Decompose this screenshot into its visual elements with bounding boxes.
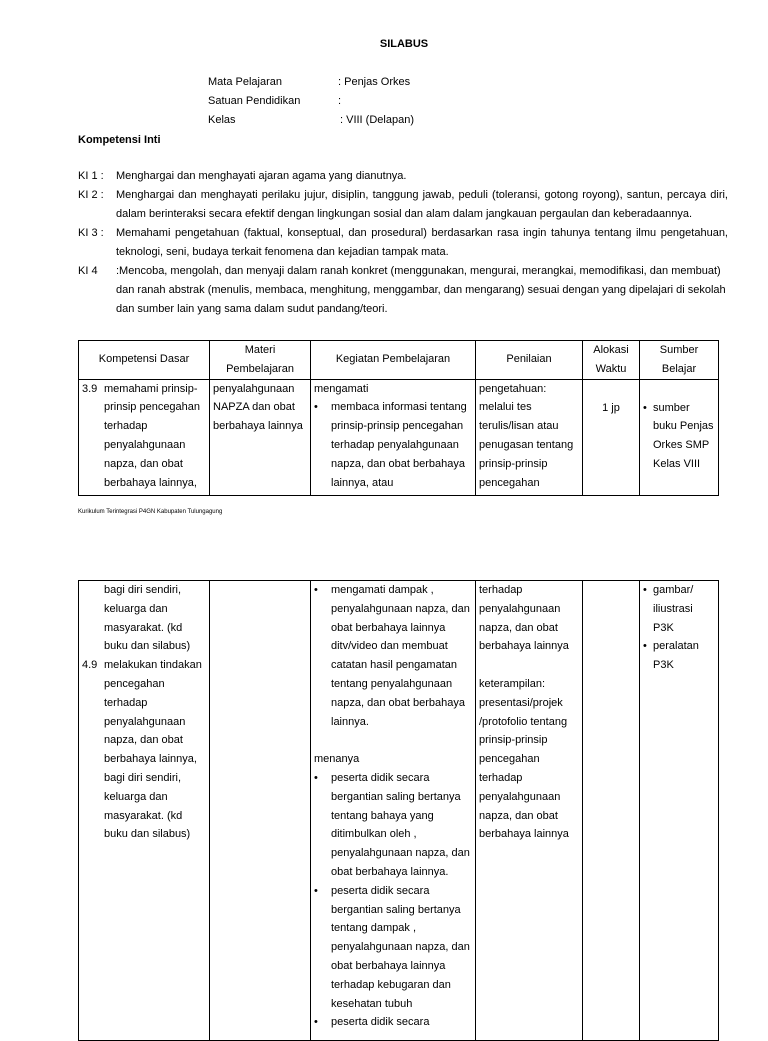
info-label-satuan: Satuan Pendidikan bbox=[208, 95, 301, 107]
kd-continued bbox=[82, 581, 206, 656]
kd-cell bbox=[79, 379, 210, 495]
sumber-item: • peralatan P3K bbox=[643, 637, 715, 675]
header-kegiatan: Kegiatan Pembelajaran bbox=[311, 341, 476, 380]
kegiatan-bullet: • mengamati dampak , penyalahgunaan napza, dan obat berbahaya lainnya ditv/video dan membuat catatan hasil pengamatan tentang penyalahgunaan napza, dan obat berbahaya lainnya. bbox=[314, 581, 472, 731]
kegiatan-heading: menanya bbox=[314, 753, 360, 766]
sumber-cell bbox=[640, 581, 719, 1041]
kd-text: bagi diri sendiri, keluarga dan masyarakat. (kd buku dan silabus) bbox=[104, 584, 191, 653]
ki-1-text: Menghargai dan menghayati ajaran agama yang dianutnya. bbox=[116, 170, 407, 182]
ki-2-label: KI 2 : bbox=[78, 189, 104, 201]
header-sumber: Sumber Belajar bbox=[640, 341, 719, 380]
table-row bbox=[79, 581, 719, 1041]
kd-number: 3.9 bbox=[82, 382, 98, 395]
kegiatan-bullet: • peserta didik secara bbox=[314, 1013, 472, 1032]
alokasi-cell bbox=[583, 581, 640, 1041]
penilaian-text: keterampilan: presentasi/projek /protofolio tentang prinsip-prinsip pencegahan terhadap penyalahgunaan napza, dan obat berbahaya lainnya bbox=[479, 677, 569, 841]
page-title: SILABUS bbox=[379, 38, 429, 50]
ki-1-label: KI 1 : bbox=[78, 170, 104, 182]
ki-heading: Kompetensi Inti bbox=[78, 134, 161, 146]
kegiatan-bullet: • membaca informasi tentang prinsip-prinsip pencegahan terhadap penyalahgunaan napza, dan obat berbahaya lainnya, atau bbox=[314, 398, 472, 492]
info-value-kelas: : VIII (Delapan) bbox=[340, 114, 414, 126]
ki-4-label: KI 4 bbox=[78, 265, 98, 277]
kd-cell bbox=[79, 581, 210, 1041]
ki-2-text: Menghargai dan menghayati perilaku jujur, disiplin, tanggung jawab, peduli (toleransi, gotong royong), santun, percaya diri, dalam berinteraksi secara efektif dengan lingkungan sosial dan alam dalam jangkauan pergaulan dan keberadaannya. bbox=[116, 189, 728, 220]
table-header-row bbox=[79, 341, 719, 380]
ki-3-text: Memahami pengetahuan (faktual, konseptual, dan prosedural) berdasarkan rasa ingin tahunya tentang ilmu pengetahuan, teknologi, seni, budaya terkait fenomena dan kejadian tampak mata. bbox=[116, 227, 728, 258]
info-value-satuan: : bbox=[338, 95, 342, 107]
materi-cell: penyalahgunaan NAPZA dan obat berbahaya lainnya bbox=[210, 379, 311, 495]
kd-text: melakukan tindakan pencegahan terhadap penyalahgunaan napza, dan obat berbahaya lainnya, bagi diri sendiri, keluarga dan masyarakat. (kd buku dan silabus) bbox=[104, 659, 202, 841]
ki-4-text: :Mencoba, mengolah, dan menyaji dalam ranah konkret (menggunakan, mengurai, merangkai, memodifikasi, dan membuat) dan ranah abstrak (menulis, membaca, menghitung, menggambar, dan mengarang) sesuai dengan yang dipelajari di sekolah dan sumber lain yang sama dalam sudut pandang/teori. bbox=[116, 265, 726, 315]
kegiatan-bullet: • peserta didik secara bergantian saling bertanya tentang bahaya yang ditimbulkan oleh , penyalahgunaan napza, dan obat berbahaya lainnya. bbox=[314, 769, 472, 882]
sumber-item: • sumber buku Penjas Orkes SMP Kelas VIII bbox=[643, 399, 715, 474]
info-value-mapel: : Penjas Orkes bbox=[338, 76, 411, 88]
header-alokasi: Alokasi Waktu bbox=[583, 341, 640, 380]
header-penilaian: Penilaian bbox=[476, 341, 583, 380]
table-row bbox=[79, 379, 719, 495]
kegiatan-cell bbox=[311, 379, 476, 495]
penilaian-text: terhadap penyalahgunaan napza, dan obat berbahaya lainnya bbox=[479, 584, 569, 653]
kegiatan-bullet: • peserta didik secara bergantian saling bertanya tentang dampak , penyalahgunaan napza, dan obat berbahaya lainnya terhadap kebugaran dan kesehatan tubuh bbox=[314, 882, 472, 1014]
kegiatan-heading: mengamati bbox=[314, 382, 369, 395]
kd-text: memahami prinsip-prinsip pencegahan terhadap penyalahgunaan napza, dan obat berbahaya lainnya, bbox=[104, 382, 201, 489]
sumber-item: • gambar/ iliustrasi P3K bbox=[643, 581, 715, 637]
sumber-cell bbox=[640, 379, 719, 495]
header-kompetensi-dasar: Kompetensi Dasar bbox=[79, 341, 210, 380]
page-footer: Kurikulum Terintegrasi P4GN Kabupaten Tulungagung bbox=[78, 509, 223, 515]
kegiatan-cell bbox=[311, 581, 476, 1041]
info-label-mapel: Mata Pelajaran bbox=[208, 76, 282, 88]
silabus-table-continued bbox=[78, 580, 719, 1041]
silabus-table bbox=[78, 340, 719, 496]
ki-3-label: KI 3 : bbox=[78, 227, 104, 239]
penilaian-cell: pengetahuan: melalui tes terulis/lisan atau penugasan tentang prinsip-prinsip pencegahan bbox=[476, 379, 583, 495]
info-label-kelas: Kelas bbox=[208, 114, 236, 126]
header-materi: Materi Pembelajaran bbox=[210, 341, 311, 380]
kd-number: 4.9 bbox=[82, 659, 98, 672]
alokasi-cell: 1 jp bbox=[583, 379, 640, 495]
materi-cell bbox=[210, 581, 311, 1041]
penilaian-cell bbox=[476, 581, 583, 1041]
